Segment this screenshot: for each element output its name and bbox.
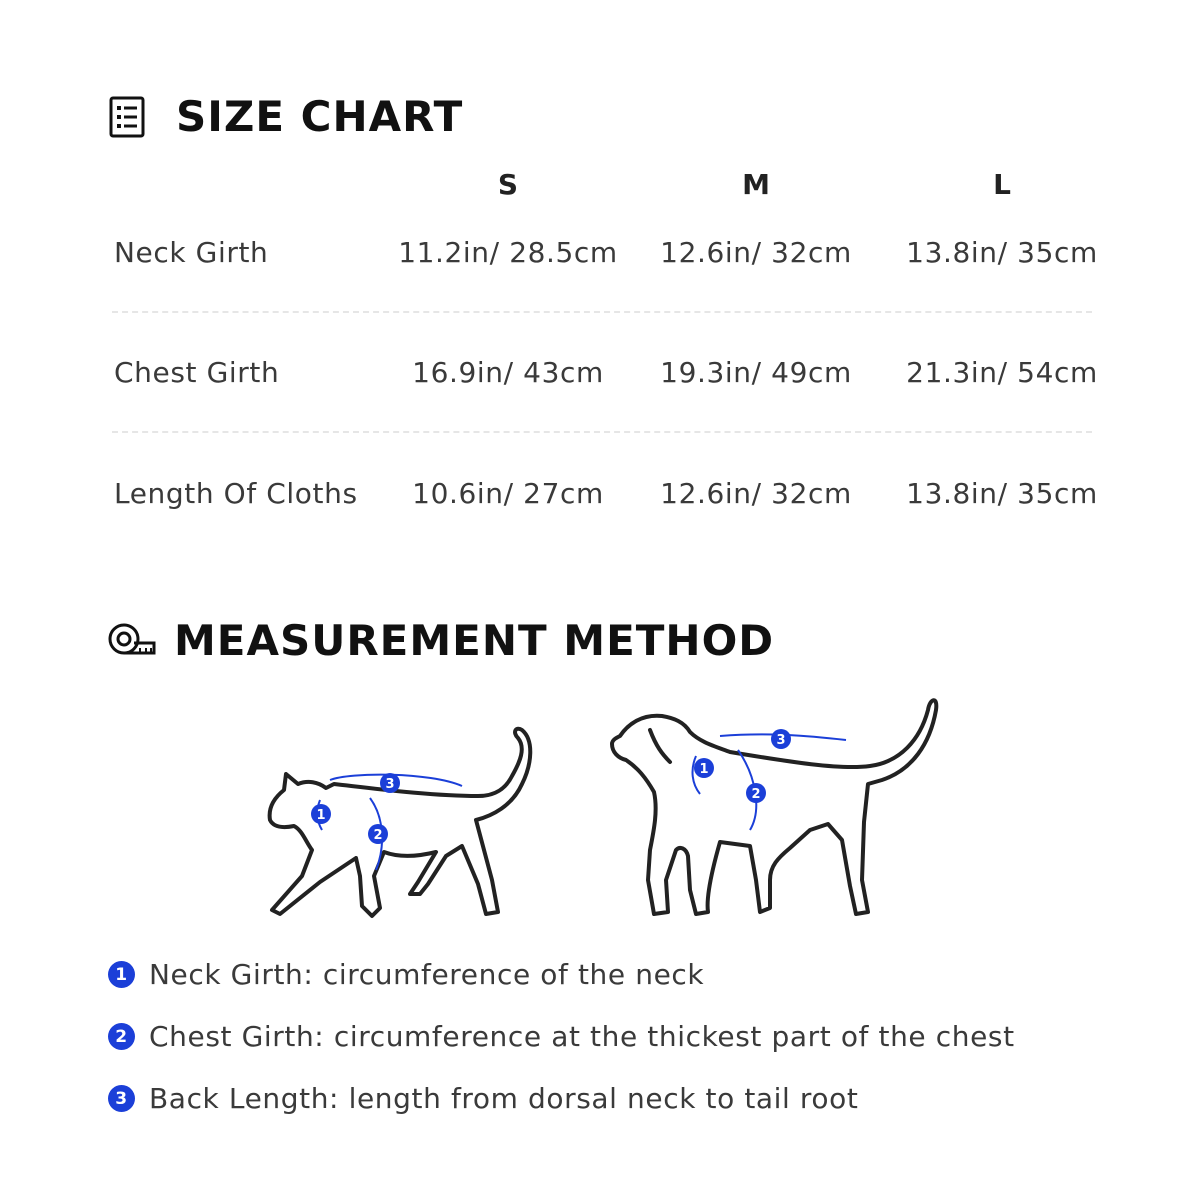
cell-length-m: 12.6in/ 32cm xyxy=(660,477,852,510)
number-badge: 2 xyxy=(108,1023,135,1050)
legend-item-neck-girth xyxy=(108,958,704,991)
tape-measure-icon xyxy=(106,621,158,661)
legend-text: Back Length: length from dorsal neck to tail root xyxy=(149,1082,859,1115)
list-document-icon xyxy=(108,95,146,139)
number-badge: 1 xyxy=(108,961,135,988)
cell-length-s: 10.6in/ 27cm xyxy=(412,477,604,510)
legend-text: Neck Girth: circumference of the neck xyxy=(149,958,705,991)
row-label-neck-girth: Neck Girth xyxy=(114,236,269,269)
measurement-method-title xyxy=(106,616,774,665)
column-header-l: L xyxy=(993,168,1011,201)
cell-neck-s: 11.2in/ 28.5cm xyxy=(398,236,618,269)
measurement-method-title-text: MEASUREMENT METHOD xyxy=(174,616,775,665)
row-label-chest-girth: Chest Girth xyxy=(114,356,280,389)
marker-2: 2 xyxy=(373,828,383,843)
legend-item-back-length xyxy=(108,1082,858,1115)
size-chart-title xyxy=(108,92,463,141)
number-badge: 3 xyxy=(108,1085,135,1112)
size-chart-title-text: SIZE CHART xyxy=(176,92,464,141)
marker-1: 1 xyxy=(699,762,709,777)
cell-neck-l: 13.8in/ 35cm xyxy=(906,236,1098,269)
row-label-length: Length Of Cloths xyxy=(114,477,358,510)
row-divider xyxy=(112,311,1092,313)
legend-item-chest-girth xyxy=(108,1020,1015,1053)
row-divider xyxy=(112,431,1092,433)
cat-outline xyxy=(270,729,531,916)
cell-neck-m: 12.6in/ 32cm xyxy=(660,236,852,269)
cat-dog-measurement-illustration xyxy=(250,680,970,930)
marker-2: 2 xyxy=(751,787,761,802)
column-header-s: S xyxy=(497,168,519,201)
cell-chest-l: 21.3in/ 54cm xyxy=(906,356,1098,389)
cell-chest-m: 19.3in/ 49cm xyxy=(660,356,852,389)
marker-1: 1 xyxy=(316,808,326,823)
cell-chest-s: 16.9in/ 43cm xyxy=(412,356,604,389)
marker-3: 3 xyxy=(385,777,395,792)
cell-length-l: 13.8in/ 35cm xyxy=(906,477,1098,510)
legend-text: Chest Girth: circumference at the thickest part of the chest xyxy=(149,1020,1015,1053)
marker-3: 3 xyxy=(776,733,786,748)
column-header-m: M xyxy=(742,168,770,201)
